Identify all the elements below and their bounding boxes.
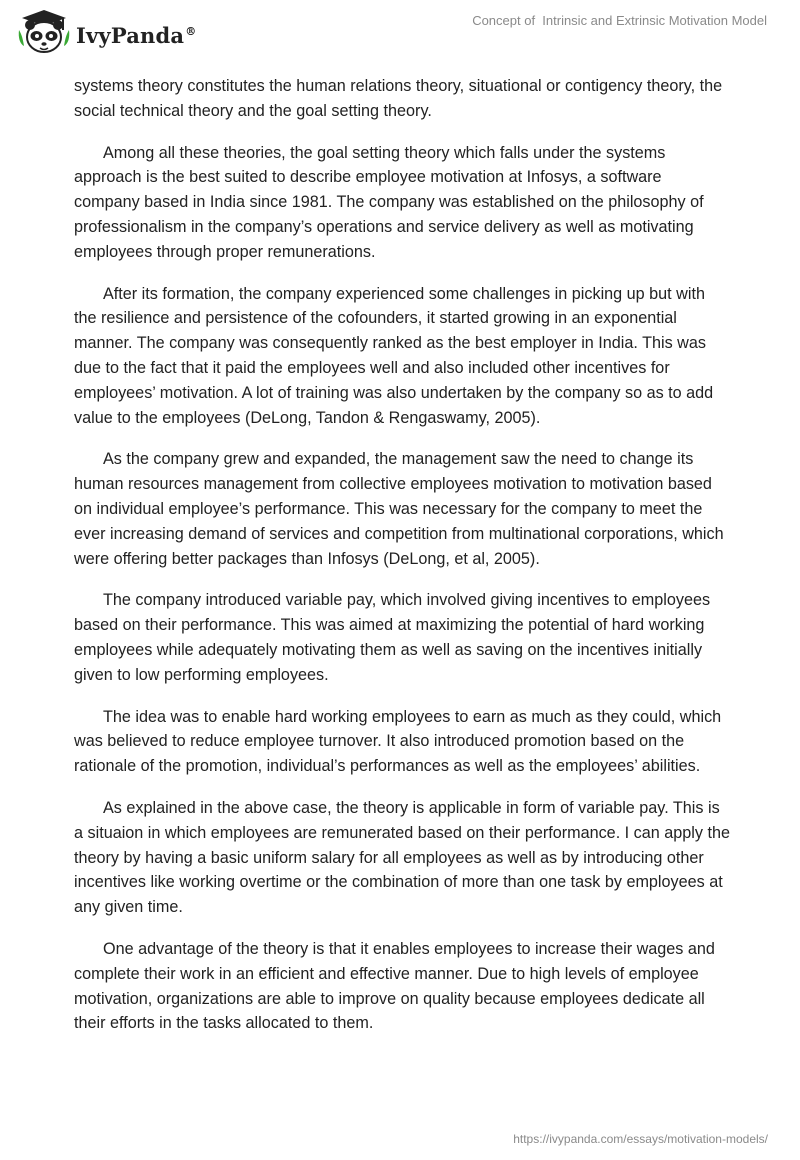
- paragraph-2: Among all these theories, the goal setting theory which falls under the systems approach is the best suited to describe employee motivation at Infosys, a software company based in India since 1981. The company was established on the philosophy of professionalism in the company’s operations and service delivery as well as motivating employees through proper remunerations.: [74, 143, 704, 261]
- page-header: [0, 0, 800, 70]
- brand-name-text: IvyPanda: [76, 22, 185, 48]
- paragraph-6: The idea was to enable hard working employees to earn as much as they could, which was believed to reduce employee turnover. It also introduced promotion based on the rationale of the promotion, individual’s performances as well as the employees’ abilities.: [74, 707, 722, 776]
- panda-graduate-icon: [16, 8, 72, 56]
- ivypanda-logo[interactable]: [16, 8, 196, 56]
- paragraph-3: After its formation, the company experienced some challenges in picking up but with the resilience and persistence of the cofounders, it started growing in an exponential manner. The company was consequently ranked as the best employer in India. This was due to the fact that it paid the employees well and also included other incentives for employees’ motivation. A lot of training was also undertaken by the company so as to add value to the employees (DeLong, Tandon & Rengaswamy, 2005).: [74, 284, 714, 427]
- registered-mark: ®: [185, 24, 197, 38]
- paragraph-4: As the company grew and expanded, the management saw the need to change its human resources management from collective employees motivation to motivation based on individual employee’s performance. This was necessary for the company to meet the ever increasing demand of services and competition from multinational corporations, which were offering better packages than Infosys (DeLong, et al, 2005).: [74, 450, 724, 568]
- source-url[interactable]: https://ivypanda.com/essays/motivation-models/: [513, 1132, 768, 1146]
- paragraph-7: As explained in the above case, the theory is applicable in form of variable pay. This is a situaion in which employees are remunerated based on their performance. I can apply the theory by having a basic uniform salary for all employees as well as by introducing other incentives like working overtime or the combination of more than one task by employees at any given time.: [74, 798, 730, 917]
- brand-name: [76, 23, 196, 48]
- essay-body: [74, 74, 730, 1053]
- paragraph-1: systems theory constitutes the human relations theory, situational or contigency theory, the social technical theory and the goal setting theory.: [74, 77, 723, 120]
- paragraph-5: The company introduced variable pay, which involved giving incentives to employees based on their performance. This was aimed at maximizing the potential of hard working employees while adequately motivating them as well as saving on the incentives initially given to low performing employees.: [74, 591, 711, 684]
- paragraph-8: One advantage of the theory is that it enables employees to increase their wages and complete their work in an efficient and effective manner. Due to high levels of employee motivation, organizations are able to improve on quality because employees dedicate all their efforts in the tasks allocated to them.: [74, 939, 715, 1033]
- document-title: Concept of Intrinsic and Extrinsic Motivation Model: [472, 13, 767, 28]
